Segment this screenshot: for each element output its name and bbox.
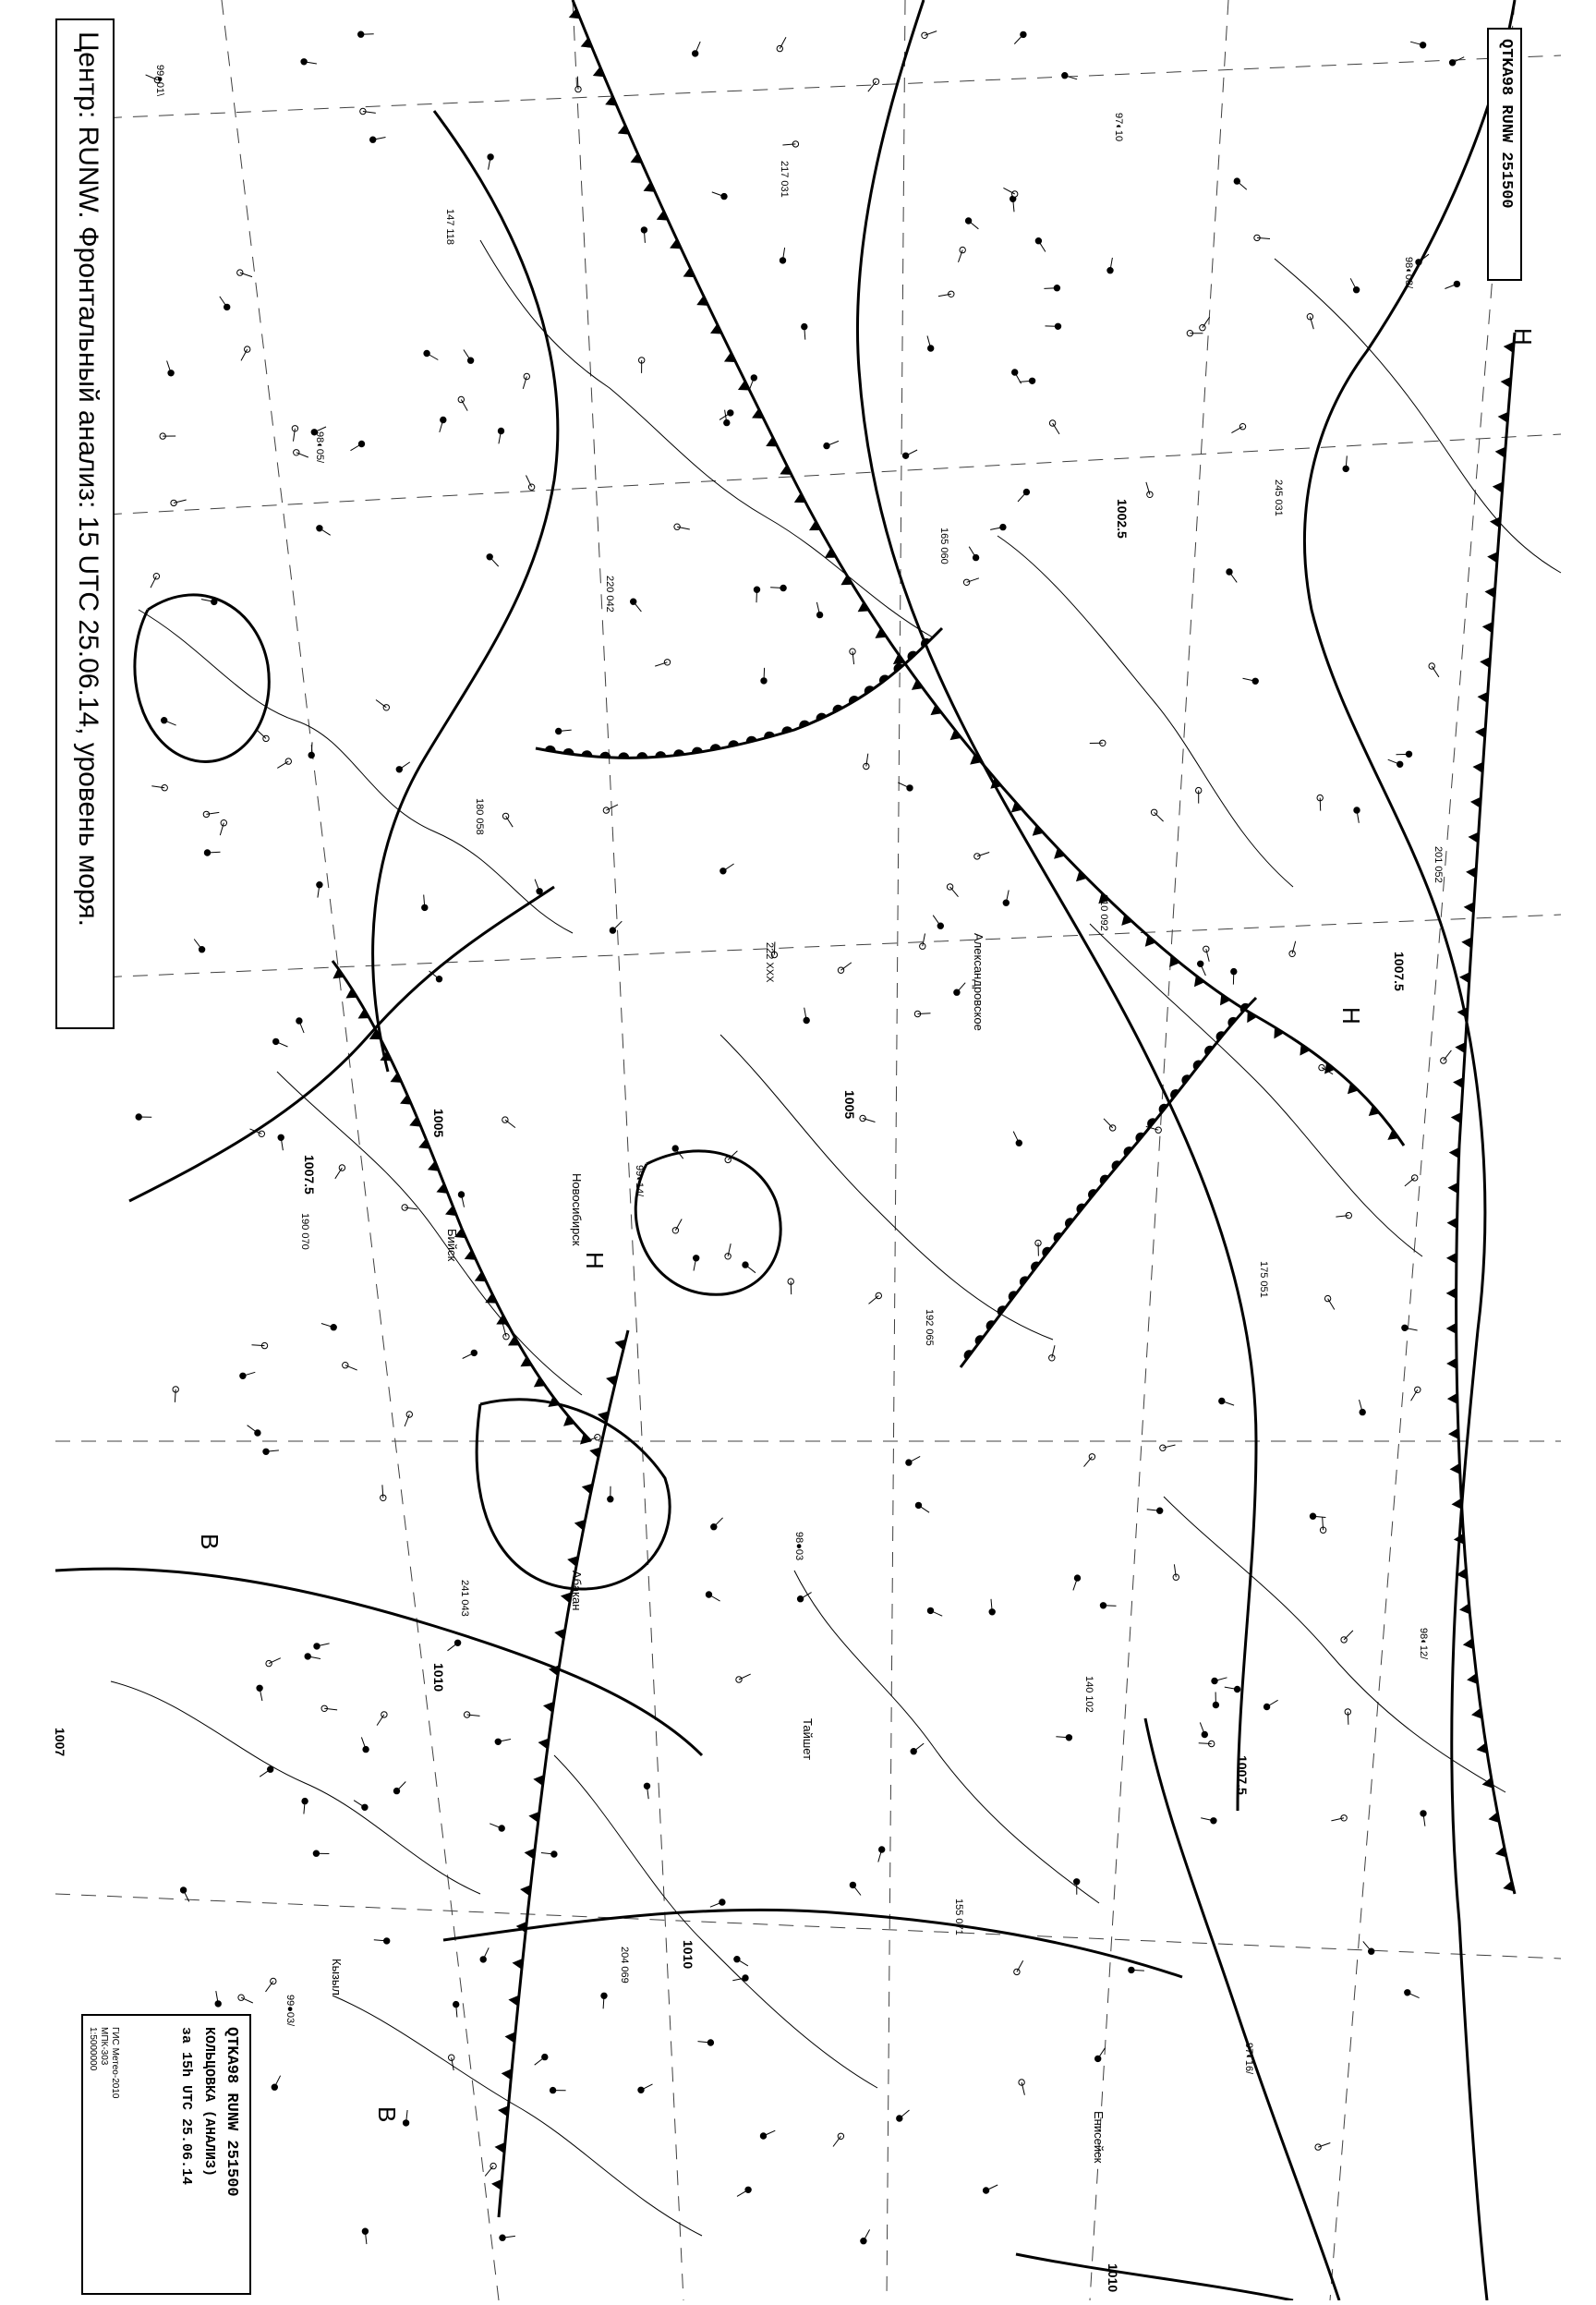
wind-barb	[852, 1885, 861, 1895]
station-readout: 147 118	[444, 209, 455, 245]
wind-barb	[745, 1265, 756, 1273]
wind-barb	[1084, 1457, 1093, 1467]
station-readout: 97◐10	[1113, 113, 1124, 141]
title-box	[55, 18, 115, 1029]
wind-barb	[1231, 427, 1242, 433]
station-readout: 241 043	[459, 1580, 470, 1617]
wind-barb	[490, 557, 499, 566]
wind-barb	[1229, 572, 1237, 582]
cold-front-triangle	[1467, 1673, 1478, 1684]
wind-barb	[1267, 1700, 1278, 1706]
cold-front-triangle	[498, 2105, 508, 2117]
legend-scale: 1:5000000	[88, 2027, 98, 2070]
wind-barb	[1237, 181, 1247, 189]
cold-front-triangle	[1446, 1253, 1457, 1264]
cold-front-triangle	[1447, 1218, 1457, 1229]
station-dot	[1147, 491, 1153, 497]
station-readout: 98◐12/	[1418, 1628, 1429, 1660]
station-dot	[728, 410, 733, 416]
station-dot	[1360, 1409, 1365, 1414]
wind-barb	[764, 668, 765, 681]
station-readout: 99●03/	[284, 1995, 296, 2027]
wind-barb	[506, 816, 514, 827]
cold-front-triangle	[1450, 1463, 1460, 1474]
station-readout: 217 031	[779, 161, 790, 198]
cold-front-triangle	[543, 1702, 554, 1713]
isobar-label: 1010	[431, 1663, 446, 1692]
cold-front-triangle	[502, 2068, 513, 2080]
wind-barb	[354, 1801, 365, 1808]
legend-time: за 15h UTC 25.06.14	[178, 2027, 194, 2185]
station-readout: 190 070	[299, 1213, 310, 1250]
station-dot	[240, 1373, 246, 1378]
station-dot	[245, 346, 250, 352]
pressure-centers	[196, 328, 1537, 2122]
cold-front-triangle	[533, 1775, 544, 1786]
cold-front-triangle	[1484, 587, 1494, 598]
cold-front-triangle	[1459, 1603, 1470, 1614]
cold-front-triangle	[494, 2142, 504, 2153]
station-readout: 220 042	[604, 576, 615, 613]
station-readout: 98●03	[793, 1532, 804, 1560]
station-readout: 222 XXX	[764, 942, 775, 983]
wind-barb	[266, 1982, 273, 1992]
wind-barb	[1015, 372, 1022, 383]
wind-barb	[950, 887, 959, 897]
bulletin-code: QTKA98 RUNW 251500	[1497, 39, 1515, 209]
station-readout: 192 065	[924, 1309, 935, 1346]
wind-barb	[399, 762, 410, 770]
station-dot	[906, 1460, 912, 1465]
cold-front-triangle	[1463, 1638, 1474, 1649]
wind-barb	[864, 2229, 870, 2240]
cold-front-triangle	[1447, 1183, 1457, 1194]
wind-barb	[427, 354, 438, 360]
station-dot	[424, 350, 429, 356]
wind-barb	[1104, 1119, 1113, 1128]
rivers	[111, 240, 1561, 2236]
wind-barb	[535, 2057, 545, 2066]
place-name: Бийск	[445, 1229, 459, 1262]
station-readout: 180 058	[474, 798, 485, 835]
cold-front-triangle	[1446, 1323, 1457, 1334]
wind-barb	[675, 1219, 682, 1231]
isobar-label: 1002.5	[1115, 499, 1130, 539]
wind-barb	[194, 940, 201, 950]
isobar-label: 1010	[1106, 2263, 1120, 2292]
place-name: Абакан	[570, 1571, 584, 1610]
place-name: Енисейск	[1092, 2111, 1106, 2164]
station-dot	[363, 1746, 369, 1752]
cold-front-triangle	[1469, 832, 1479, 843]
station-plots	[136, 31, 1464, 2245]
legend-name: КОЛЬЦОВКА (АНАЛИЗ)	[201, 2027, 217, 2177]
wind-barb	[397, 1782, 406, 1791]
map-title: Центр: RUNW. Фронтальный анализ: 15 UTC 25.06.14, уровень моря.	[72, 31, 103, 927]
cold-front-triangle	[1457, 1007, 1468, 1018]
cold-front-triangle	[1493, 481, 1503, 492]
wind-barb	[723, 864, 734, 871]
wind-barb	[461, 400, 467, 411]
cold-front	[491, 0, 1515, 2217]
cold-front-triangle	[1446, 1358, 1457, 1369]
warm-front-semicircle	[655, 751, 666, 757]
isobar-label: 1010	[681, 1940, 695, 1969]
cold-front-triangle	[1472, 762, 1482, 773]
cold-front-triangle	[528, 1812, 539, 1823]
station-readout: 98◐05/	[314, 431, 325, 464]
wind-barb	[376, 700, 386, 708]
isobar-label: 1007.5	[302, 1155, 317, 1195]
wind-barb	[1432, 666, 1439, 677]
station-dot	[238, 1995, 244, 2000]
wind-barb	[900, 2110, 910, 2118]
warm-front-semicircle	[636, 752, 647, 758]
warm-front	[332, 628, 1256, 1444]
wind-barb	[220, 297, 227, 308]
legend-box	[81, 2014, 251, 2295]
cold-front-triangle	[1448, 1428, 1458, 1439]
cold-front-triangle	[554, 1629, 565, 1640]
isobar-label: 1005	[842, 1090, 857, 1119]
isobar-1005-b	[373, 111, 558, 1072]
wind-barb	[1018, 492, 1026, 502]
station-dot	[751, 375, 756, 381]
wind-barb	[1131, 1970, 1144, 1971]
legend-software: ГИС Метео-2010	[110, 2027, 120, 2098]
wind-barb	[260, 1769, 271, 1777]
cold-front-triangle	[1449, 1147, 1459, 1159]
station-dot	[266, 1660, 272, 1666]
wind-barb	[641, 2084, 653, 2090]
station-dot	[1353, 287, 1359, 293]
cold-front-triangle	[1451, 1112, 1461, 1123]
isobar-label: 1007.5	[1235, 1755, 1250, 1795]
wind-barb	[1350, 278, 1356, 289]
wind-barb	[335, 1168, 343, 1179]
cold-front-triangle	[520, 1885, 531, 1896]
wind-barb	[377, 1715, 384, 1726]
high-center-1: В	[196, 1534, 224, 1549]
cold-front-triangle	[1498, 412, 1508, 423]
legend-code: QTKA98 RUNW 251500	[223, 2027, 240, 2197]
cold-front-triangle	[1482, 622, 1493, 633]
station-dot	[960, 247, 965, 252]
wind-barb	[1344, 1631, 1353, 1640]
place-name: Кызыл	[330, 1959, 344, 1996]
wind-barb	[351, 444, 362, 451]
cold-front-triangle	[1477, 1742, 1488, 1753]
cold-front-triangle	[1475, 727, 1485, 738]
cold-front-triangle	[1490, 516, 1500, 528]
wind-barb	[756, 589, 757, 602]
cold-front-triangle	[1487, 552, 1497, 563]
wind-barb	[833, 2136, 840, 2146]
wind-barb	[868, 81, 877, 91]
station-readout: 245 031	[1273, 479, 1284, 516]
legend-projection: МПК-303	[99, 2027, 109, 2065]
wind-barb	[919, 1505, 930, 1512]
wind-barb	[957, 983, 965, 993]
wind-barb	[791, 1281, 792, 1294]
isobar-1010-b	[443, 1910, 1182, 1977]
wind-barb	[737, 1959, 748, 1966]
warm-front-semicircle	[618, 752, 629, 758]
wind-barb	[320, 528, 331, 536]
station-dot	[1454, 281, 1459, 286]
wind-barb	[448, 1643, 458, 1651]
wind-barb	[248, 1425, 258, 1433]
isobars	[55, 0, 1515, 2300]
wind-barb	[1405, 1178, 1415, 1186]
wind-barb	[1320, 798, 1321, 811]
station-readout: 155 071	[953, 1899, 964, 1935]
cold-front-triangle	[1461, 937, 1471, 948]
station-dot	[1420, 42, 1425, 48]
wind-barb	[969, 221, 979, 229]
wind-barb	[1411, 1389, 1418, 1401]
cold-front-triangle	[1464, 902, 1474, 913]
station-readout: 210 092	[1098, 894, 1109, 931]
graticule	[55, 0, 1561, 2300]
isobar-1005-a	[857, 0, 1256, 1811]
station-dot	[317, 526, 322, 531]
wind-barb	[1003, 188, 1014, 194]
isobar-label: 1007.5	[1392, 952, 1407, 991]
wind-barb	[1155, 812, 1164, 821]
wind-barb	[933, 916, 940, 927]
wind-barb	[909, 1456, 920, 1462]
wind-barb	[714, 1518, 723, 1527]
wind-barb	[634, 601, 642, 612]
wind-barb	[1014, 34, 1023, 43]
cold-front-triangle	[491, 2179, 502, 2190]
station-dot	[237, 270, 243, 275]
cold-front-triangle	[525, 1849, 536, 1860]
cold-front-triangle	[504, 2032, 515, 2043]
wind-barb	[361, 34, 374, 35]
place-name: Новосибирск	[570, 1173, 584, 1246]
wind-barb	[257, 730, 266, 739]
cold-front-triangle	[1453, 1077, 1463, 1088]
cold-front-triangle	[512, 1959, 523, 1970]
wind-barb	[1038, 241, 1046, 252]
isobar-labels	[53, 499, 1407, 2292]
cold-front-triangle	[1455, 1042, 1465, 1053]
wind-barb	[869, 1296, 879, 1304]
cold-front-triangle	[1480, 657, 1490, 668]
cold-front-triangle	[1466, 867, 1476, 879]
wind-barb	[913, 1743, 924, 1752]
station-readout: 140 102	[1083, 1676, 1094, 1713]
wind-barb	[709, 1595, 720, 1601]
station-readout: 204 069	[619, 1947, 630, 1984]
cold-front-triangle	[538, 1739, 550, 1750]
wind-barb	[737, 2190, 748, 2196]
wind-barb	[612, 921, 622, 930]
wind-barb	[464, 350, 471, 361]
cold-front-triangle	[1459, 972, 1469, 983]
wind-barb	[1044, 288, 1057, 289]
isobar-1007-5-b	[1145, 1718, 1339, 2300]
cold-front-triangle	[1471, 1708, 1482, 1719]
station-readout: 97◐16/	[1243, 2043, 1254, 2075]
wind-barb	[841, 963, 852, 970]
isobar-label: 1007	[53, 1728, 67, 1756]
wind-barb	[969, 547, 975, 558]
place-name: Тайшет	[801, 1718, 815, 1760]
wind-barb	[1104, 1606, 1117, 1607]
low-center-1: Н	[1509, 328, 1537, 346]
wind-barb	[241, 349, 248, 360]
station-dot	[973, 554, 978, 560]
wind-barb	[1328, 1299, 1335, 1310]
cold-front-triangle	[1447, 1393, 1457, 1404]
isobar-closed-1	[635, 1151, 780, 1294]
isobar-1010-a	[55, 1569, 702, 1755]
cold-front-triangle	[1478, 692, 1488, 703]
low-center-2: Н	[1337, 1007, 1365, 1025]
station-readout: 201 052	[1433, 846, 1444, 883]
wind-barb	[151, 576, 156, 588]
wind-barb	[577, 77, 578, 90]
place-name: Александровское	[972, 933, 985, 1031]
isobar-1007-5-a	[129, 887, 554, 1201]
cold-front-triangle	[1446, 1288, 1457, 1299]
station-readout: 165 060	[938, 528, 949, 564]
isobar-1010-c	[1016, 2254, 1293, 2300]
wind-barb	[780, 37, 786, 48]
wind-barb	[1053, 423, 1059, 434]
wind-barb	[1098, 2048, 1106, 2059]
wind-barb	[1444, 1050, 1452, 1061]
cold-front-triangle	[1495, 447, 1505, 458]
isobar-label: 1005	[431, 1109, 446, 1137]
wind-barb	[505, 1120, 515, 1128]
wind-barb	[1363, 1941, 1372, 1951]
wind-barb	[1017, 1960, 1023, 1971]
station-readout: 98◐08/	[1403, 257, 1414, 289]
cold-front-triangle	[1452, 1498, 1462, 1510]
cold-front-triangle	[508, 1996, 519, 2007]
wind-barb	[277, 761, 288, 768]
high-center-2: В	[373, 2106, 401, 2122]
cold-front-triangle	[1501, 377, 1511, 388]
code-box-top	[1487, 28, 1522, 281]
station-readout: 175 051	[1258, 1261, 1269, 1298]
station-readout: 99●01\	[154, 65, 165, 97]
cold-front-triangle	[1470, 797, 1481, 808]
station-readout: 99◐14/	[634, 1165, 645, 1197]
low-center-3: Н	[581, 1252, 609, 1269]
station-dot	[296, 1018, 302, 1024]
wind-barb	[485, 2166, 493, 2177]
